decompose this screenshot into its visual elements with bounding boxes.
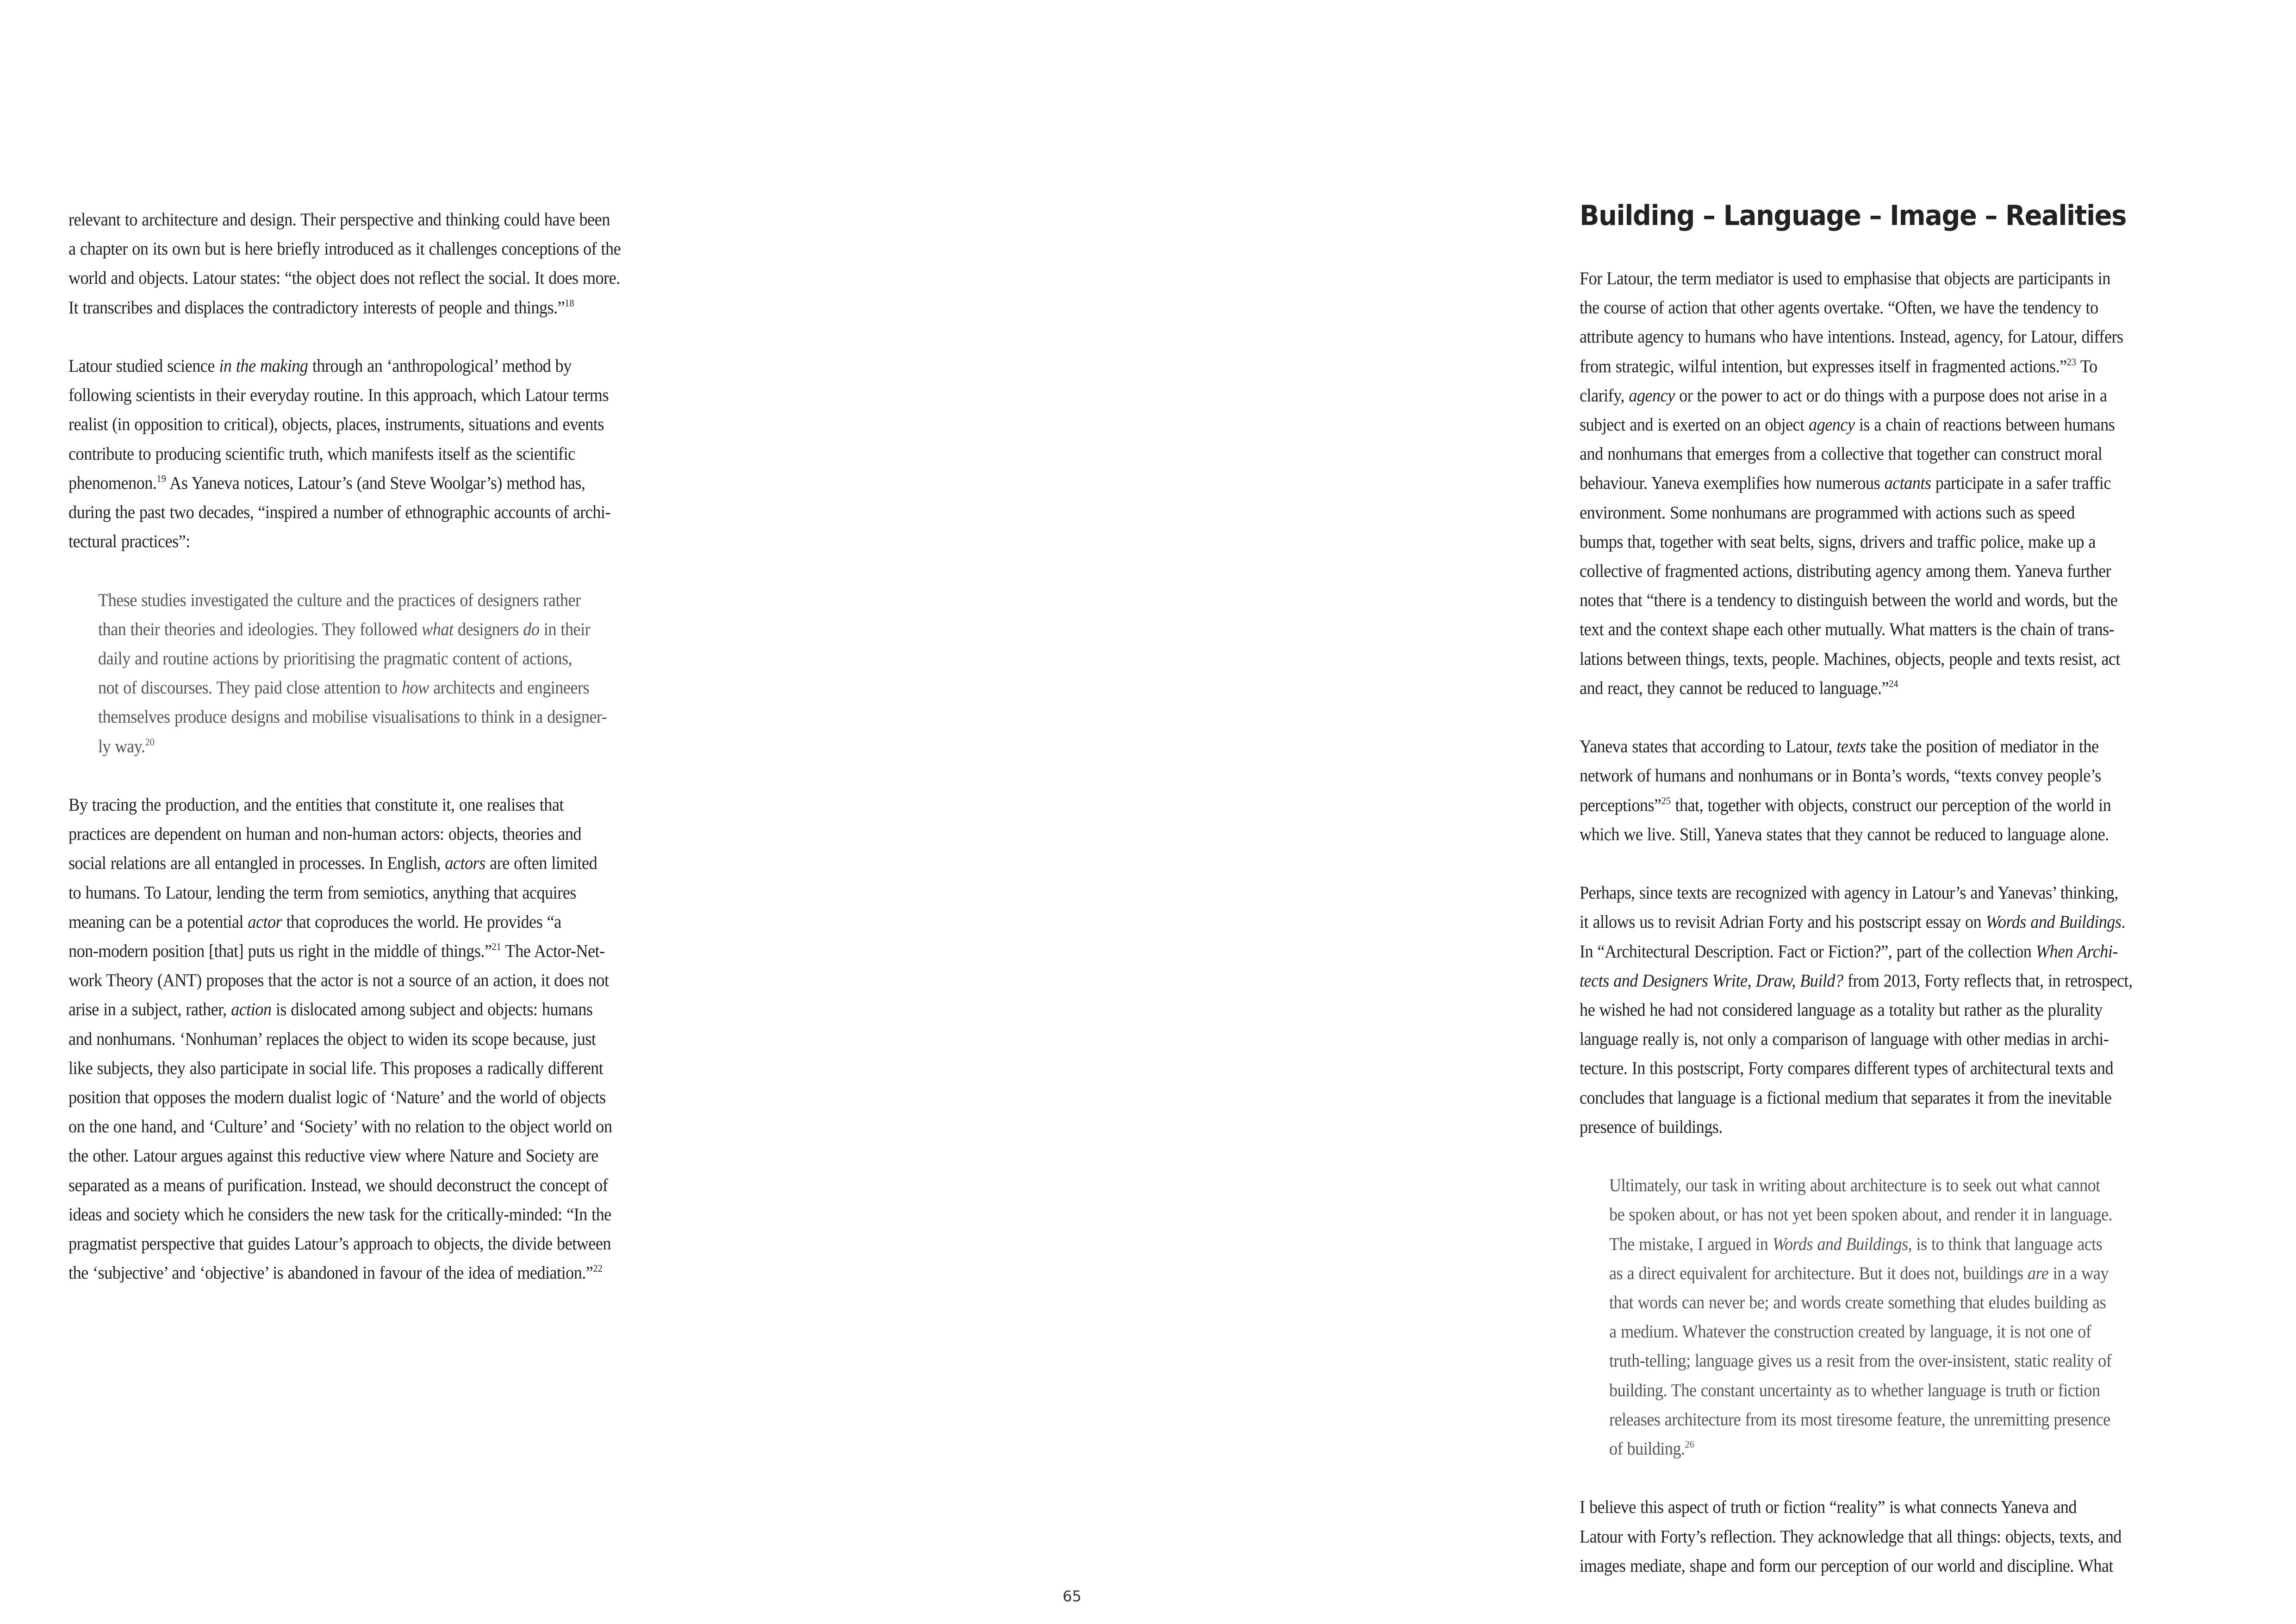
body-text-line	[1580, 794, 2111, 819]
text-run: For Latour, the term mediator is used to emphasise that objects are participants in	[1580, 269, 2110, 288]
text-run: arise in a subject, rather,	[68, 999, 231, 1020]
body-text-line	[68, 1174, 608, 1197]
text-run: ideas and society which he considers the new task for the critically-minded: “In the	[68, 1204, 611, 1224]
text-run: behaviour. Yaneva exemplifies how numerous	[1580, 473, 1885, 493]
block-quote-line	[1609, 1174, 2100, 1197]
text-run: the ‘subjective’ and ‘objective’ is abandoned in favour of the idea of mediation.”	[68, 1263, 593, 1283]
text-run: tectural practices”:	[68, 531, 190, 552]
text-run: from 2013, Forty reflects that, in retrospect,	[1843, 970, 2133, 991]
body-text-line	[1580, 472, 2111, 495]
text-run: building. The constant uncertainty as to whether language is truth or fiction	[1609, 1380, 2100, 1400]
block-quote-line	[98, 706, 607, 729]
text-run: .	[2121, 912, 2125, 932]
body-text-line	[1580, 531, 2096, 554]
text-run: themselves produce designs and mobilise visualisations to think in a designer-	[98, 707, 607, 727]
text-run: from strategic, wilful intention, but expresses itself in fragmented actions.”	[1580, 356, 2067, 376]
body-text-line	[68, 1262, 603, 1287]
block-quote-line	[98, 676, 589, 700]
text-run: contribute to producing scientific truth, which manifests itself as the scientific	[68, 443, 575, 464]
body-text-line	[68, 940, 605, 965]
block-quote-line	[98, 735, 155, 761]
body-text-line	[68, 530, 190, 553]
text-run: designers	[453, 619, 523, 639]
body-text-line	[1580, 1555, 2113, 1578]
body-text-line	[68, 1086, 606, 1109]
body-text-line	[1580, 618, 2114, 641]
body-text-line	[68, 208, 610, 231]
text-run: practices are dependent on human and non-human actors: objects, theories and	[68, 824, 581, 844]
italic-text: how	[401, 678, 429, 698]
text-run: collective of fragmented actions, distributing agency among them. Yaneva further	[1580, 561, 2111, 581]
body-text-line	[1580, 443, 2102, 466]
text-run: notes that “there is a tendency to distinguish between the world and words, but the	[1580, 590, 2118, 611]
text-run: following scientists in their everyday routine. In this approach, which Latour terms	[68, 385, 609, 406]
body-text-line	[1580, 267, 2110, 290]
block-quote-line	[1609, 1262, 2109, 1285]
text-run: which we live. Still, Yaneva states that they cannot be reduced to language alone.	[1580, 824, 2109, 844]
text-run: Latour studied science	[68, 356, 219, 376]
text-run: is a chain of reactions between humans	[1854, 415, 2115, 435]
body-text-line	[1580, 911, 2125, 934]
italic-text: When Archi-	[2035, 941, 2118, 962]
italic-text: Words and Buildings	[1772, 1234, 1908, 1254]
text-run: network of humans and nonhumans or in Bonta’s words, “texts convey people’s	[1580, 766, 2101, 786]
text-run: presence of buildings.	[1580, 1117, 1723, 1137]
text-run: clarify,	[1580, 385, 1629, 406]
italic-text: Words and Buildings	[1985, 912, 2122, 932]
text-run: participate in a safer traffic	[1931, 473, 2111, 493]
body-text-line	[1580, 764, 2101, 787]
text-run: or the power to act or do things with a purpose does not arise in a	[1674, 385, 2107, 406]
italic-text: action	[231, 999, 272, 1020]
body-text-line	[1580, 823, 2109, 846]
body-text-line	[1580, 413, 2115, 437]
body-text-line	[1580, 501, 2075, 525]
body-text-line	[1580, 1057, 2113, 1080]
footnote-reference: 21	[492, 941, 501, 952]
body-text-line	[68, 355, 572, 378]
text-run: To	[2076, 356, 2097, 376]
text-run: that, together with objects, construct our perception of the world in	[1671, 795, 2111, 815]
italic-text: what	[422, 619, 454, 639]
body-text-line	[1580, 735, 2099, 758]
text-run: phenomenon.	[68, 473, 157, 493]
text-run: environment. Some nonhumans are programmed with actions such as speed	[1580, 502, 2075, 523]
text-run: daily and routine actions by prioritising the pragmatic content of actions,	[98, 649, 572, 668]
text-run: truth-telling; language gives us a resit from the over-insistent, static reality of	[1609, 1351, 2112, 1371]
text-run: Latour with Forty’s reflection. They acknowledge that all things: objects, texts, and	[1580, 1526, 2122, 1547]
body-text-line	[1580, 560, 2111, 583]
left-page-number: 65	[1063, 1587, 1082, 1605]
text-run: pragmatist perspective that guides Latour’s approach to objects, the divide between	[68, 1234, 611, 1254]
text-run: ly way.	[98, 736, 145, 756]
text-run: architects and engineers	[429, 678, 590, 698]
body-text-line	[68, 969, 609, 992]
block-quote-line	[1609, 1408, 2110, 1431]
text-run: like subjects, they also participate in social life. This proposes a radically different	[68, 1058, 604, 1078]
text-run: relevant to architecture and design. Their perspective and thinking could have been	[68, 210, 610, 230]
footnote-reference: 19	[156, 472, 166, 484]
body-text-line	[68, 1115, 612, 1138]
body-text-line	[1580, 384, 2107, 407]
text-run: tecture. In this postscript, Forty compares different types of architectural texts and	[1580, 1058, 2114, 1079]
body-text-line	[1580, 969, 2132, 993]
text-run: that words can never be; and words create something that eludes building as	[1609, 1293, 2106, 1312]
text-run: By tracing the production, and the entities that constitute it, one realises that	[68, 795, 564, 815]
text-run: in their	[539, 619, 591, 639]
text-run: Perhaps, since texts are recognized with agency in Latour’s and Yanevas’ thinking,	[1580, 883, 2118, 903]
body-text-line	[68, 852, 597, 875]
body-text-line	[1580, 1087, 2111, 1110]
footnote-reference: 22	[593, 1262, 603, 1274]
italic-text: agency	[1809, 415, 1855, 435]
italic-text: are	[2027, 1263, 2049, 1283]
text-run: The Actor-Net-	[501, 941, 605, 961]
text-run: I believe this aspect of truth or fiction “reality” is what connects Yaneva and	[1580, 1497, 2077, 1518]
footnote-reference: 18	[565, 297, 574, 309]
text-run: to humans. To Latour, lending the term from semiotics, anything that acquires	[68, 882, 576, 903]
text-run: it allows us to revisit Adrian Forty and his postscript essay on	[1580, 912, 1986, 932]
text-run: are often limited	[485, 853, 597, 874]
body-text-line	[1580, 1116, 1723, 1139]
body-text-line	[68, 413, 604, 436]
text-run: through an ‘anthropological’ method by	[308, 356, 572, 376]
body-text-line	[68, 472, 585, 497]
text-run: concludes that language is a fictional medium that separates it from the inevitable	[1580, 1087, 2112, 1108]
body-text-line	[68, 881, 576, 905]
body-text-line	[68, 793, 564, 817]
italic-text: do	[523, 619, 540, 639]
text-run: bumps that, together with seat belts, signs, drivers and traffic police, make up a	[1580, 531, 2096, 552]
text-run: a chapter on its own but is here briefly introduced as it challenges conceptions of the	[68, 239, 621, 259]
text-run: and nonhumans. ‘Nonhuman’ replaces the object to widen its scope because, just	[68, 1029, 596, 1049]
footnote-reference: 25	[1661, 794, 1671, 806]
footnote-reference: 20	[145, 736, 155, 748]
text-run: a medium. Whatever the construction created by language, it is not one of	[1609, 1322, 2091, 1342]
text-run: work Theory (ANT) proposes that the actor is not a source of an action, it does not	[68, 970, 609, 991]
body-text-line	[68, 443, 575, 466]
block-quote-line	[1609, 1437, 1694, 1463]
text-run: than their theories and ideologies. They followed	[98, 619, 422, 639]
footnote-reference: 24	[1889, 677, 1898, 689]
text-run: It transcribes and displaces the contradictory interests of people and things.”	[68, 297, 565, 318]
text-run: position that opposes the modern dualist logic of ‘Nature’ and the world of objects	[68, 1087, 606, 1107]
body-text-line	[1580, 1525, 2122, 1549]
text-run: is dislocated among subject and objects: humans	[271, 999, 593, 1020]
block-quote-line	[1609, 1349, 2111, 1373]
body-text-line	[1580, 325, 2123, 349]
block-quote-line	[98, 618, 590, 641]
text-run: The mistake, I argued in	[1609, 1234, 1773, 1254]
text-run: lations between things, texts, people. Machines, objects, people and texts resist, act	[1580, 649, 2120, 669]
body-text-line	[68, 1057, 603, 1080]
text-run: and react, they cannot be reduced to language.”	[1580, 678, 1889, 698]
text-run: be spoken about, or has not yet been spoken about, and render it in language.	[1609, 1205, 2113, 1225]
text-run: realist (in opposition to critical), objects, places, instruments, situations and events	[68, 414, 604, 435]
italic-text: tects and Designers Write, Draw, Build?	[1580, 970, 1843, 991]
body-text-line	[1580, 940, 2118, 963]
body-text-line	[1580, 296, 2098, 319]
text-run: of building.	[1609, 1439, 1685, 1459]
text-run: text and the context shape each other mutually. What matters is the chain of trans-	[1580, 619, 2115, 640]
body-text-line	[68, 998, 592, 1021]
text-run: as a direct equivalent for architecture. But it does not, buildings	[1609, 1263, 2028, 1283]
body-text-line	[1580, 999, 2103, 1022]
body-text-line	[1580, 677, 1898, 702]
body-text-line	[1580, 881, 2118, 905]
body-text-line	[1580, 1496, 2077, 1519]
italic-text: texts	[1836, 737, 1866, 757]
text-run: perceptions”	[1580, 795, 1661, 815]
text-run: he wished he had not considered language as a totality but rather as the plurality	[1580, 1000, 2103, 1020]
text-run: not of discourses. They paid close attention to	[98, 678, 402, 698]
text-run: the course of action that other agents overtake. “Often, we have the tendency to	[1580, 298, 2098, 318]
text-run: releases architecture from its most tiresome feature, the unremitting presence	[1609, 1409, 2110, 1430]
text-run: in a way	[2048, 1263, 2109, 1283]
body-text-line	[1580, 1028, 2109, 1051]
text-run: social relations are all entangled in processes. In English,	[68, 853, 445, 874]
italic-text: actor	[248, 912, 282, 932]
body-text-line	[68, 1144, 598, 1168]
block-quote-line	[1609, 1379, 2100, 1402]
text-run: , is to think that language acts	[1908, 1234, 2103, 1254]
block-quote-line	[1609, 1203, 2112, 1226]
body-text-line	[68, 501, 610, 524]
body-text-line	[68, 1203, 611, 1226]
text-run: These studies investigated the culture and the practices of designers rather	[98, 590, 581, 610]
text-run: images mediate, shape and form our perception of our world and discipline. What	[1580, 1555, 2113, 1576]
body-text-line	[68, 267, 620, 290]
italic-text: in the making	[219, 356, 308, 376]
text-run: Ultimately, our task in writing about architecture is to seek out what cannot	[1609, 1175, 2100, 1196]
text-run: subject and is exerted on an object	[1580, 415, 1809, 435]
body-text-line	[68, 823, 581, 846]
text-run: separated as a means of purification. Instead, we should deconstruct the concept of	[68, 1175, 608, 1195]
text-run: the other. Latour argues against this reductive view where Nature and Society are	[68, 1146, 598, 1166]
body-text-line	[1580, 589, 2117, 612]
block-quote-line	[98, 589, 581, 612]
body-text-line	[68, 237, 621, 261]
text-run: that coproduces the world. He provides “a	[282, 912, 561, 932]
text-run: language really is, not only a comparison of language with other medias in archi-	[1580, 1029, 2109, 1049]
text-run: Yaneva states that according to Latour,	[1580, 737, 1837, 757]
italic-text: actants	[1884, 473, 1931, 493]
text-run: world and objects. Latour states: “the object does not reflect the social. It does more.	[68, 268, 620, 288]
block-quote-line	[98, 647, 572, 670]
italic-text: agency	[1629, 385, 1675, 406]
text-run: attribute agency to humans who have intentions. Instead, agency, for Latour, differs	[1580, 327, 2123, 347]
text-run: As Yaneva notices, Latour’s (and Steve Woolgar’s) method has,	[166, 473, 585, 493]
right-page	[1148, 0, 2296, 1624]
body-text-line	[68, 911, 561, 934]
text-run: on the one hand, and ‘Culture’ and ‘Society’ with no relation to the object world on	[68, 1117, 612, 1137]
section-heading: Building – Language – Image – Realities	[1580, 200, 2127, 232]
block-quote-line	[1609, 1320, 2091, 1343]
text-run: take the position of mediator in the	[1866, 737, 2099, 757]
footnote-reference: 23	[2066, 356, 2077, 368]
body-text-line	[68, 384, 609, 407]
text-run: meaning can be a potential	[68, 912, 248, 932]
block-quote-line	[1609, 1291, 2106, 1314]
body-text-line	[1580, 648, 2120, 671]
text-run: In “Architectural Description. Fact or Fiction?”, part of the collection	[1580, 941, 2036, 962]
body-text-line	[1580, 355, 2097, 381]
text-run: non-modern position [that] puts us right in the middle of things.”	[68, 941, 492, 961]
text-run: and nonhumans that emerges from a collective that together can construct moral	[1580, 444, 2103, 464]
body-text-line	[68, 296, 574, 322]
footnote-reference: 26	[1685, 1438, 1694, 1450]
italic-text: actors	[445, 853, 485, 874]
body-text-line	[68, 1232, 611, 1255]
block-quote-line	[1609, 1233, 2102, 1256]
body-text-line	[68, 1028, 596, 1051]
text-run: during the past two decades, “inspired a number of ethnographic accounts of archi-	[68, 502, 610, 522]
